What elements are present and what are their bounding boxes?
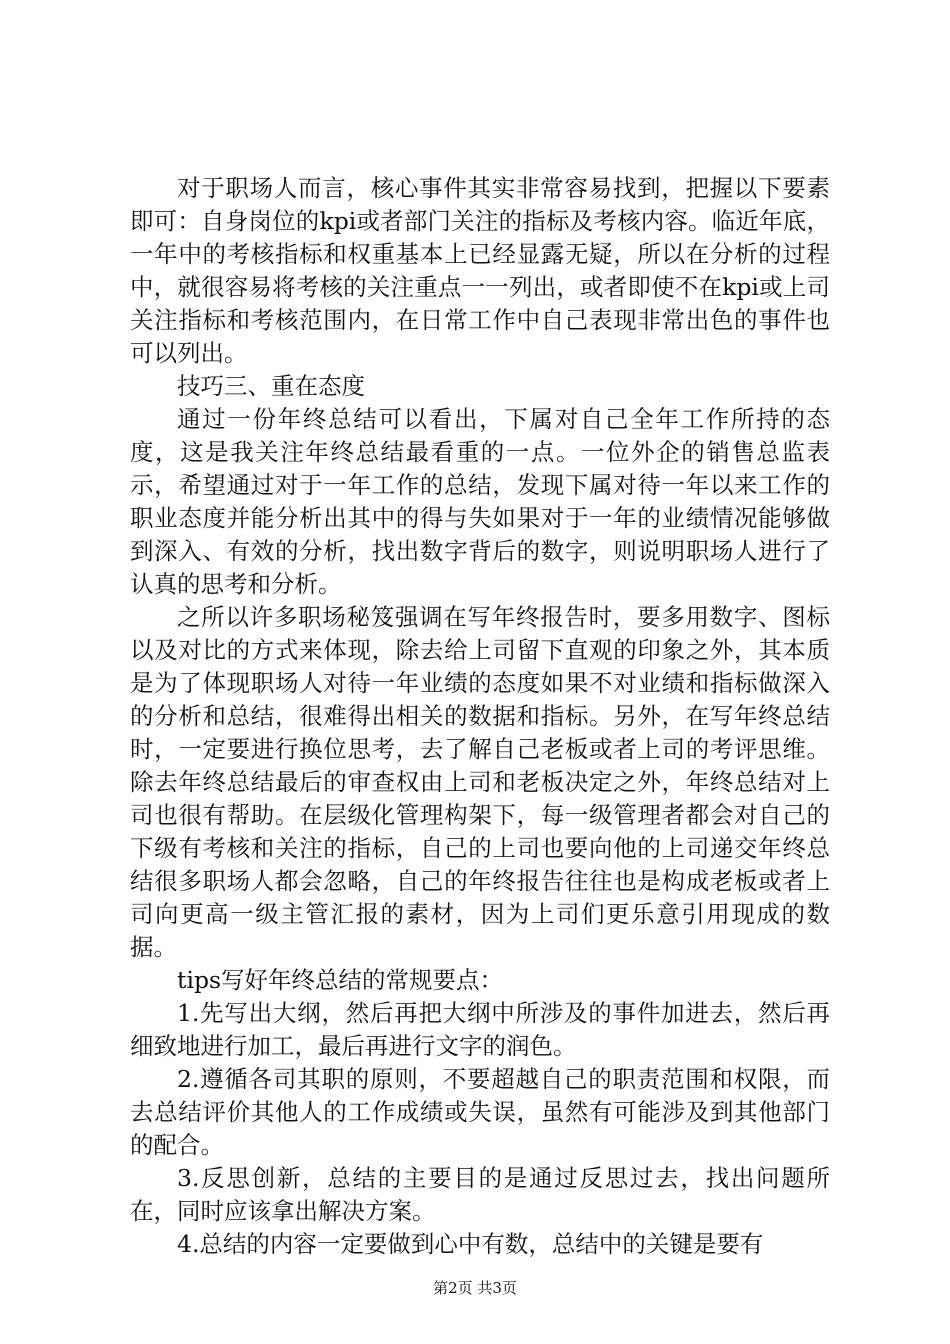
tip-item-4: 4.总结的内容一定要做到心中有数，总结中的关键是要有: [177, 1230, 764, 1258]
tip-item-2: 2.遵循各司其职的原则，不要超越自己的职责范围和权限，而去总结评价其他人的工作成绩或失误，虽然有可能涉及到其他部门的配合。: [130, 1065, 830, 1159]
tip-item-3: 3.反思创新，总结的主要目的是通过反思过去，找出问题所在，同时应该拿出解决方案。: [130, 1164, 830, 1225]
tip-item-1: 1.先写出大纲，然后再把大纲中所涉及的事件加进去，然后再细致地进行加工，最后再进行文字的润色。: [130, 999, 830, 1060]
page-number-footer: 第2页 共3页: [433, 1279, 517, 1297]
paragraph-attitude: 通过一份年终总结可以看出，下属对自己全年工作所持的态度，这是我关注年终总结最看重的一点。一位外企的销售总监表示，希望通过对于一年工作的总结，发现下属对待一年以来工作的职业态度并能分析出其中的得与失如果对于一年的业绩情况能够做到深入、有效的分析，找出数字背后的数字，则说明职场人进行了认真的思考和分析。: [130, 405, 830, 598]
document-body: [130, 172, 830, 1261]
heading-tip-three: 技巧三、重在态度: [177, 372, 365, 400]
tips-heading: tips写好年终总结的常规要点：: [177, 966, 504, 994]
paragraph-numbers-and-perspective: 之所以许多职场秘笈强调在写年终报告时，要多用数字、图标以及对比的方式来体现，除去给上司留下直观的印象之外，其本质是为了体现职场人对待一年业绩的态度如果不对业绩和指标做深入的分析和总结，很难得出相关的数据和指标。另外，在写年终总结时，一定要进行换位思考，去了解自己老板或者上司的考评思维。除去年终总结最后的审查权由上司和老板决定之外，年终总结对上司也很有帮助。在层级化管理构架下，每一级管理者都会对自己的下级有考核和关注的指标，自己的上司也要向他的上司递交年终总结很多职场人都会忽略，自己的年终报告往往也是构成老板或者上司向更高一级主管汇报的素材，因为上司们更乐意引用现成的数据。: [130, 603, 830, 961]
paragraph-core-events: 对于职场人而言，核心事件其实非常容易找到，把握以下要素即可：自身岗位的kpi或者部门关注的指标及考核内容。临近年底，一年中的考核指标和权重基本上已经显露无疑，所以在分析的过程中，就很容易将考核的关注重点一一列出，或者即使不在kpi或上司关注指标和考核范围内，在日常工作中自己表现非常出色的事件也可以列出。: [130, 174, 830, 367]
